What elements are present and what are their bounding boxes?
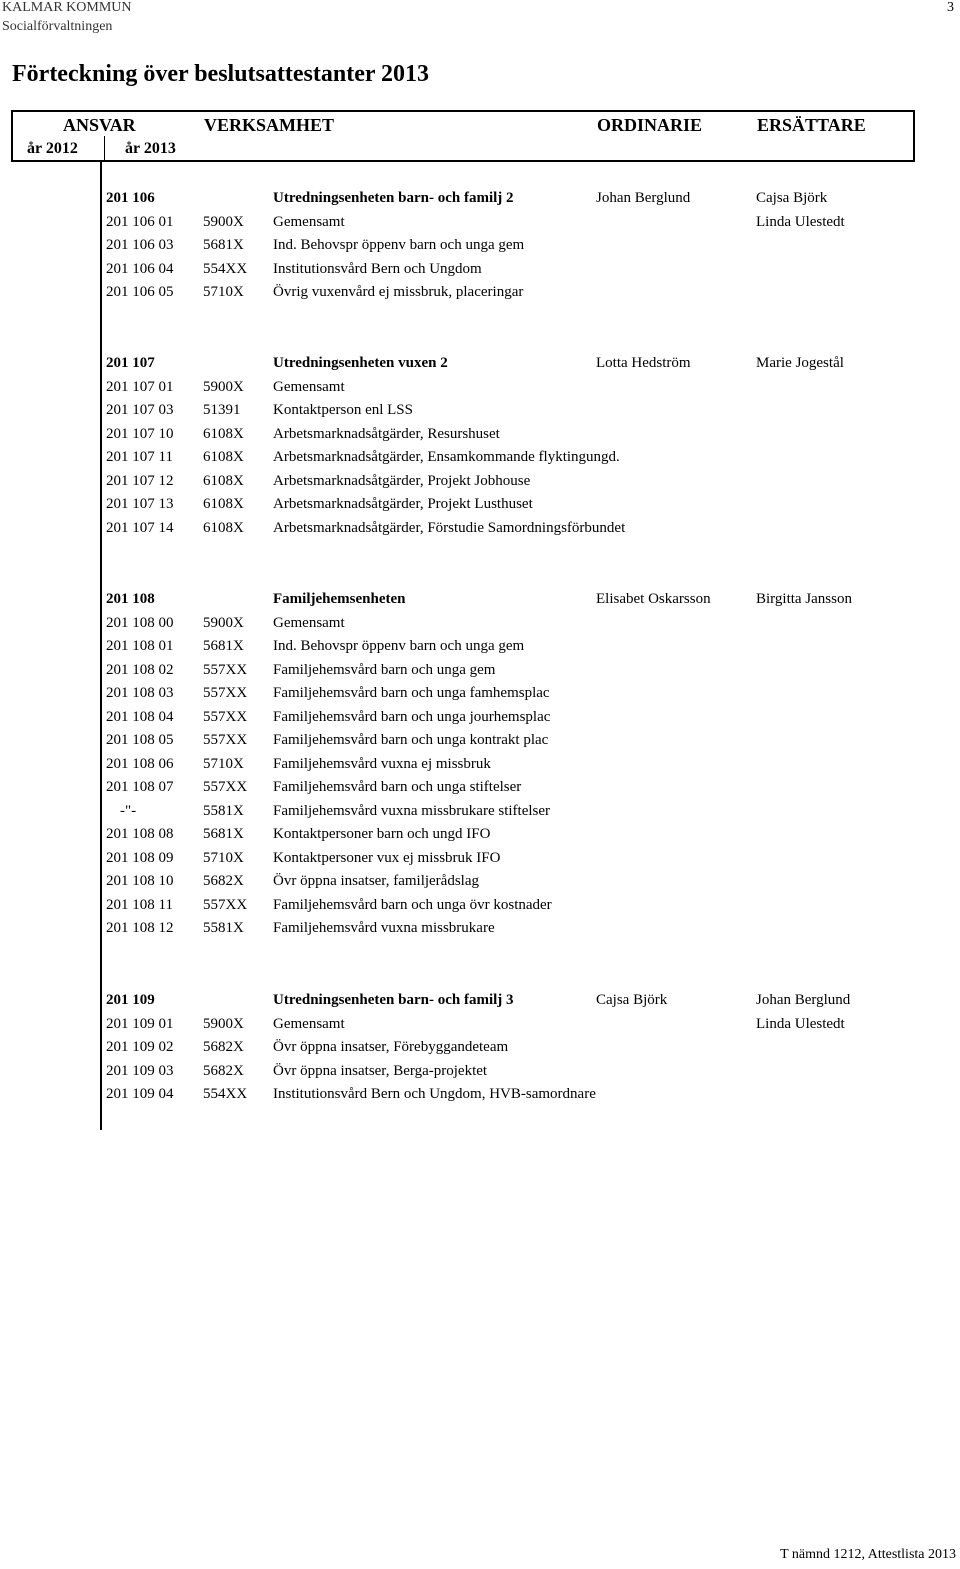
table-row (106, 776, 946, 800)
account-code: 201 109 02 (106, 1039, 174, 1055)
header-ersattare: ERSÄTTARE (757, 115, 866, 135)
account-name: Arbetsmarknadsåtgärder, Resurshuset (273, 425, 500, 442)
kod-code: 557XX (203, 732, 248, 748)
group-code: 201 107 (106, 355, 155, 371)
ersattare-name: Marie Jogestål (756, 355, 844, 371)
account-name: Familjehemsvård vuxna ej missbruk (273, 755, 491, 772)
kod-code: 5710X (203, 849, 244, 866)
kod-code: 5581X (203, 920, 244, 936)
account-name: Övr öppna insatser, Förebyggandeteam (273, 1039, 509, 1055)
ersattare-name: Linda Ulestedt (756, 1015, 845, 1032)
account-code: 201 108 11 (106, 896, 173, 913)
page-footer: T nämnd 1212, Attestlista 2013 (780, 1547, 956, 1562)
group-name: Utredningsenheten vuxen 2 (273, 355, 448, 371)
ersattare-name: Linda Ulestedt (756, 213, 845, 230)
account-code: 201 109 03 (106, 1062, 174, 1079)
table-row (106, 517, 946, 541)
account-name: Kontaktpersoner barn och ungd IFO (273, 826, 491, 842)
ersattare-name: Birgitta Jansson (756, 591, 852, 607)
account-code: -"- (120, 802, 137, 819)
kod-code: 554XX (203, 1086, 248, 1102)
account-name: Familjehemsvård vuxna missbrukare (273, 920, 495, 936)
account-code: 201 107 13 (106, 496, 174, 512)
kod-code: 6108X (203, 472, 244, 489)
ordinarie-name: Lotta Hedström (596, 355, 691, 371)
account-code: 201 109 01 (106, 1015, 174, 1032)
account-code: 201 106 05 (106, 284, 174, 300)
account-code: 201 108 00 (106, 614, 174, 631)
table-row (106, 1036, 946, 1060)
account-name: Familjehemsvård barn och unga famhemsplac (273, 685, 550, 701)
account-name: Gemensamt (273, 213, 345, 230)
table-row (106, 446, 946, 470)
group-name: Utredningsenheten barn- och familj 3 (273, 992, 514, 1008)
account-name: Ind. Behovspr öppenv barn och unga gem (273, 237, 525, 253)
kod-code: 5682X (203, 1062, 244, 1079)
kod-code: 5682X (203, 1039, 244, 1055)
page-number: 3 (947, 0, 954, 15)
org-name: KALMAR KOMMUN (2, 0, 132, 15)
account-name: Familjehemsvård barn och unga jourhemsplac (273, 708, 551, 725)
account-code: 201 107 11 (106, 449, 173, 465)
account-name: Familjehemsvård vuxna missbrukare stiftelser (273, 802, 551, 819)
table-row (106, 1013, 946, 1037)
table-row (106, 729, 946, 753)
group-code: 201 106 (106, 190, 155, 206)
header-verksamhet: VERKSAMHET (204, 115, 335, 135)
group-name: Utredningsenheten barn- och familj 2 (273, 190, 514, 206)
ersattare-name: Cajsa Björk (756, 190, 828, 206)
account-code: 201 106 03 (106, 237, 174, 253)
kod-code: 557XX (203, 779, 248, 795)
group-code: 201 108 (106, 591, 155, 607)
table-row (106, 753, 946, 777)
table-row (106, 823, 946, 847)
table-row (106, 211, 946, 235)
table-row (106, 917, 946, 941)
account-name: Arbetsmarknadsåtgärder, Förstudie Samordningsförbundet (273, 519, 626, 536)
account-code: 201 108 03 (106, 685, 174, 701)
kod-code: 557XX (203, 708, 248, 725)
header-divider (104, 136, 105, 160)
kod-code: 6108X (203, 449, 244, 465)
account-code: 201 106 01 (106, 213, 174, 230)
table-row (106, 281, 946, 305)
table-row (106, 706, 946, 730)
account-name: Övrig vuxenvård ej missbruk, placeringar (273, 284, 524, 300)
account-name: Övr öppna insatser, Berga-projektet (273, 1062, 488, 1079)
table-row (106, 682, 946, 706)
group-1 (106, 352, 946, 540)
kod-code: 557XX (203, 685, 248, 701)
kod-code: 5581X (203, 802, 244, 819)
table-row (106, 612, 946, 636)
account-name: Övr öppna insatser, familjerådslag (273, 873, 480, 889)
account-code: 201 107 01 (106, 378, 174, 395)
kod-code: 5681X (203, 826, 244, 842)
account-code: 201 109 04 (106, 1086, 174, 1102)
account-code: 201 107 03 (106, 402, 174, 418)
account-name: Arbetsmarknadsåtgärder, Projekt Jobhouse (273, 472, 531, 489)
account-name: Arbetsmarknadsåtgärder, Projekt Lusthuset (273, 496, 533, 512)
group-header-row (106, 187, 946, 211)
table-row (106, 399, 946, 423)
account-name: Ind. Behovspr öppenv barn och unga gem (273, 638, 525, 654)
account-name: Kontaktpersoner vux ej missbruk IFO (273, 849, 501, 866)
ordinarie-name: Cajsa Björk (596, 992, 668, 1008)
group-header-row (106, 352, 946, 376)
account-code: 201 108 10 (106, 873, 174, 889)
header-ansvar: ANSVAR (63, 115, 136, 135)
account-code: 201 107 12 (106, 472, 174, 489)
header-year-2013: år 2013 (125, 140, 176, 157)
table-row (106, 234, 946, 258)
kod-code: 5900X (203, 614, 244, 631)
table-row (106, 376, 946, 400)
group-0 (106, 187, 946, 305)
table-row (106, 1060, 946, 1084)
kod-code: 5710X (203, 755, 244, 772)
group-header-row (106, 588, 946, 612)
kod-code: 6108X (203, 496, 244, 512)
account-code: 201 108 09 (106, 849, 174, 866)
account-name: Gemensamt (273, 614, 345, 631)
table-header (11, 110, 915, 162)
account-code: 201 108 05 (106, 732, 174, 748)
table-row (106, 493, 946, 517)
table-row (106, 870, 946, 894)
department-name: Socialförvaltningen (2, 19, 113, 34)
account-name: Institutionsvård Bern och Ungdom, HVB-samordnare (273, 1086, 596, 1102)
account-code: 201 107 14 (106, 519, 174, 536)
account-code: 201 108 08 (106, 826, 174, 842)
account-code: 201 108 04 (106, 708, 174, 725)
account-code: 201 108 01 (106, 638, 174, 654)
account-code: 201 108 07 (106, 779, 174, 795)
account-code: 201 108 12 (106, 920, 174, 936)
table-row (106, 800, 946, 824)
group-3 (106, 989, 946, 1107)
group-name: Familjehemsenheten (273, 591, 406, 607)
account-code: 201 107 10 (106, 425, 174, 442)
table-row (106, 847, 946, 871)
table-row (106, 894, 946, 918)
account-name: Institutionsvård Bern och Ungdom (273, 260, 482, 277)
account-name: Gemensamt (273, 1015, 345, 1032)
ordinarie-name: Elisabet Oskarsson (596, 591, 711, 607)
kod-code: 6108X (203, 519, 244, 536)
kod-code: 5900X (203, 378, 244, 395)
account-code: 201 106 04 (106, 260, 174, 277)
group-code: 201 109 (106, 992, 155, 1008)
account-name: Gemensamt (273, 378, 345, 395)
header-year-2012: år 2012 (27, 140, 78, 157)
table-row (106, 635, 946, 659)
account-name: Familjehemsvård barn och unga kontrakt plac (273, 732, 549, 748)
table-row (106, 258, 946, 282)
page-title: Förteckning över beslutsattestanter 2013 (12, 61, 430, 87)
account-name: Arbetsmarknadsåtgärder, Ensamkommande flyktingungd. (273, 449, 620, 465)
kod-code: 51391 (203, 402, 241, 418)
account-name: Familjehemsvård barn och unga gem (273, 661, 496, 678)
kod-code: 557XX (203, 661, 248, 678)
table-row (106, 470, 946, 494)
ersattare-name: Johan Berglund (756, 992, 851, 1008)
kod-code: 554XX (203, 260, 248, 277)
group-2 (106, 588, 946, 941)
kod-code: 5681X (203, 237, 244, 253)
account-name: Familjehemsvård barn och unga övr kostnader (273, 896, 552, 913)
kod-code: 6108X (203, 425, 244, 442)
account-code: 201 108 02 (106, 661, 174, 678)
account-name: Kontaktperson enl LSS (273, 402, 413, 418)
account-name: Familjehemsvård barn och unga stiftelser (273, 779, 522, 795)
kod-code: 557XX (203, 896, 248, 913)
kod-code: 5681X (203, 638, 244, 654)
ordinarie-name: Johan Berglund (596, 190, 691, 206)
table-row (106, 1083, 946, 1107)
kod-code: 5682X (203, 873, 244, 889)
kod-code: 5900X (203, 1015, 244, 1032)
table-row (106, 659, 946, 683)
table-row (106, 423, 946, 447)
kod-code: 5710X (203, 284, 244, 300)
left-border-line (100, 160, 102, 1130)
kod-code: 5900X (203, 213, 244, 230)
header-ordinarie: ORDINARIE (597, 115, 703, 135)
account-code: 201 108 06 (106, 755, 174, 772)
group-header-row (106, 989, 946, 1013)
